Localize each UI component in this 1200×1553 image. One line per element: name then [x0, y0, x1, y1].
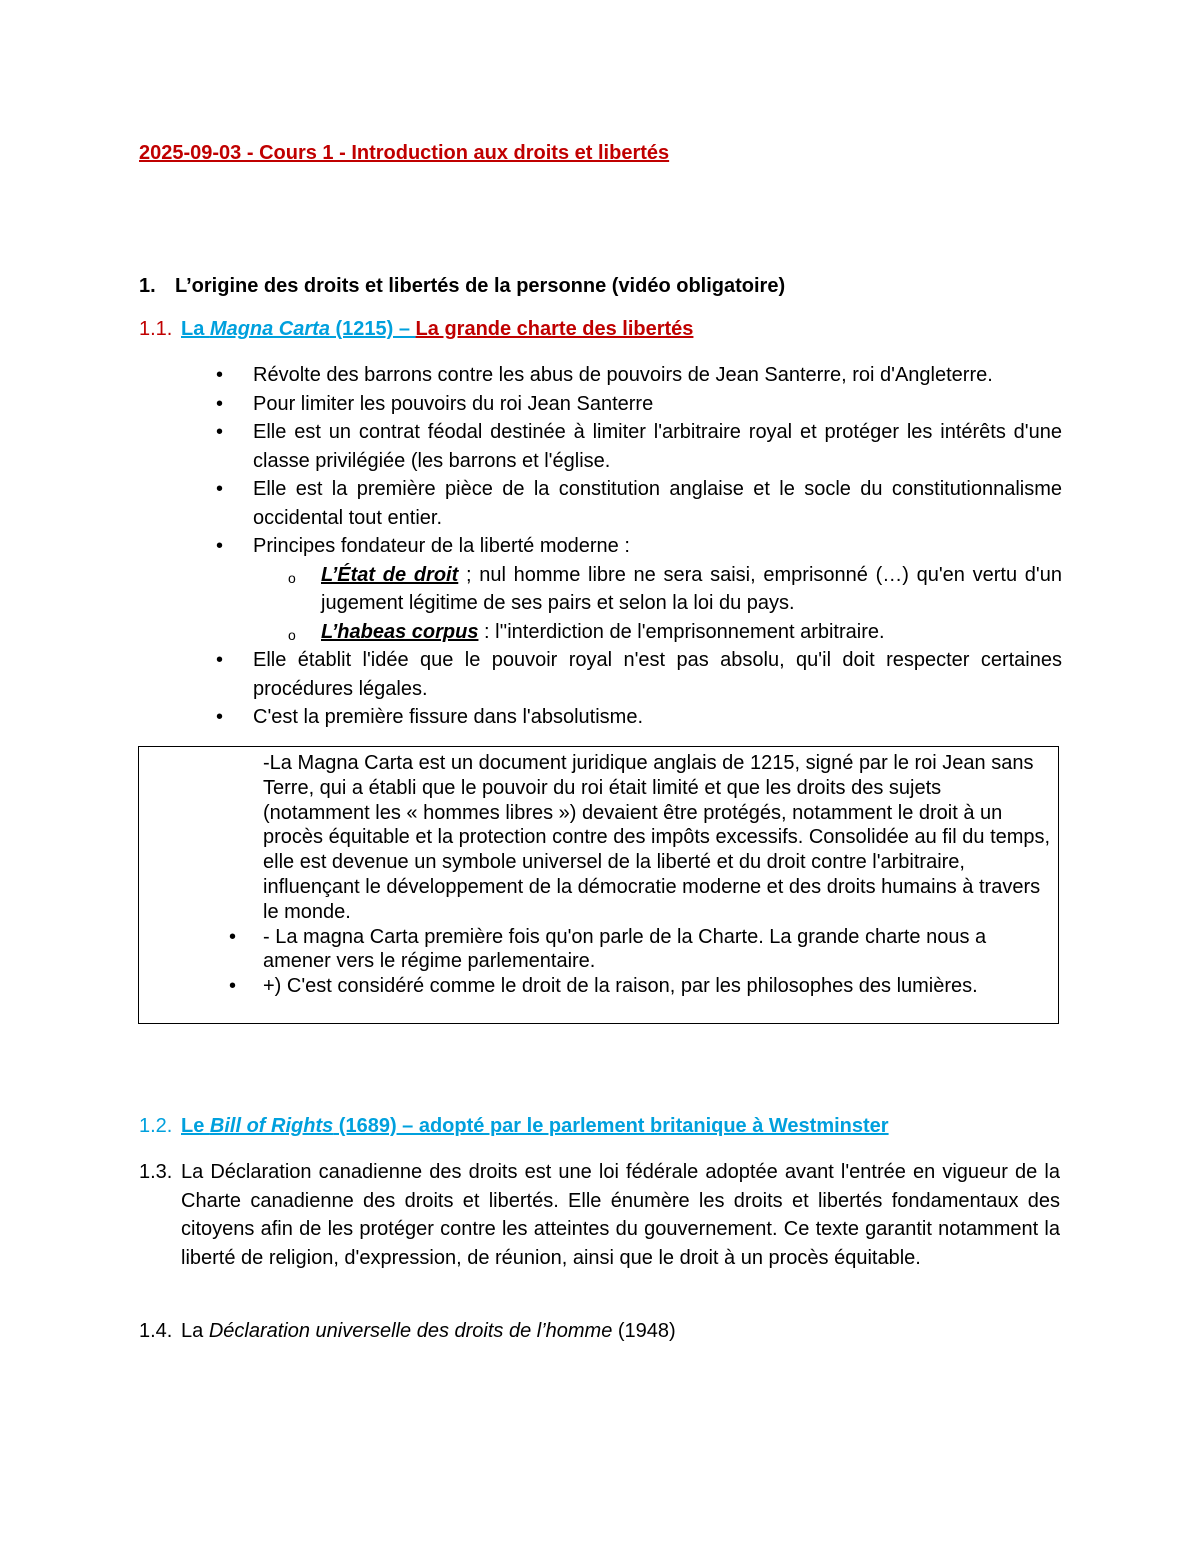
document-title: 2025-09-03 - Cours 1 - Introduction aux droits et libertés — [139, 142, 670, 164]
list-item: • Elle est la première pièce de la constitution anglaise et le socle du constitutionnalisme occidental tout entier. — [216, 475, 1062, 532]
notes-paragraph: -La Magna Carta est un document juridique anglais de 1215, signé par le roi Jean sans Terre, qui a établi que le pouvoir du roi était limité et que les droits des sujets (notamment les « hommes libres ») devaient être protégés, notamment le droit à un procès équitable et la protection contre des impôts excessifs. Consolidée au fil du temps, elle est devenue un symbole universel de la liberté et du droit contre l'arbitraire, influençant le développement de la démocratie moderne et des droits humains à travers le monde. — [263, 752, 1051, 923]
subsection-part: Le — [181, 1115, 210, 1137]
subsection-part: La — [181, 318, 210, 340]
subsection-1-1 — [139, 317, 693, 341]
subsection-number: 1.3. — [139, 1161, 173, 1183]
bullet-list — [216, 361, 1062, 732]
bullet-icon: • — [216, 706, 224, 728]
subsection-italic: Magna Carta — [209, 318, 330, 340]
term: L’habeas corpus — [321, 620, 479, 643]
sub-list-item: o L’habeas corpus : l''interdiction de l'emprisonnement arbitraire. — [284, 618, 1062, 647]
subsection-number: 1.2. — [139, 1115, 173, 1137]
section-number: 1. — [139, 275, 156, 297]
bullet-icon: • — [216, 478, 224, 500]
subsection-text: La Déclaration universelle des droits de l’homme (1948) — [181, 1320, 676, 1342]
list-item: • Elle établit l'idée que le pouvoir royal n'est pas absolu, qu'il doit respecter certaines procédures légales. — [216, 646, 1062, 703]
list-item: • Principes fondateur de la liberté moderne : — [216, 532, 1062, 561]
subsection-number: 1.4. — [139, 1320, 173, 1342]
subsection-number: 1.1. — [139, 318, 173, 340]
bullet-icon: • — [216, 364, 224, 386]
subsection-italic: Déclaration universelle des droits de l’homme — [208, 1320, 613, 1342]
section-heading-text: L’origine des droits et libertés de la personne (vidéo obligatoire) — [175, 275, 786, 297]
bullet-icon: • — [216, 421, 224, 443]
circle-bullet-icon: o — [288, 626, 296, 643]
subsection-part: (1689) – adopté par le parlement britanique à Westminster — [333, 1115, 889, 1137]
bullet-icon: • — [229, 925, 237, 948]
term: L’État de droit — [321, 563, 459, 586]
sub-list-item: o L’État de droit ; nul homme libre ne sera saisi, emprisonné (…) qu'en vertu d'un jugement légitime de ses pairs et selon la loi du pays. — [288, 563, 1062, 614]
notes-box — [138, 746, 1059, 1024]
subsection-part: (1215) – — [329, 318, 416, 340]
subsection-1-3 — [139, 1158, 1060, 1272]
list-item: • Elle est un contrat féodal destinée à limiter l'arbitraire royal et protéger les intérêts d'une classe privilégiée (les barrons et l'église. — [216, 418, 1062, 475]
notes-box-content — [229, 751, 1053, 999]
subsection-italic: Bill of Rights — [209, 1115, 334, 1137]
bullet-icon: • — [216, 649, 224, 671]
subsection-red-title: La grande charte des libertés — [415, 318, 694, 340]
circle-bullet-icon: o — [288, 569, 296, 586]
notes-list-item: • - La magna Carta première fois qu'on parle de la Charte. La grande charte nous a amener vers le régime parlementaire. — [229, 925, 987, 973]
bullet-icon: • — [216, 392, 224, 415]
subsection-text: La Déclaration canadienne des droits est une loi fédérale adoptée avant l'entrée en vigueur de la Charte canadienne des droits et libertés. Elle énumère les droits et libertés fondamentaux des citoyens afin de les protéger contre les atteintes du gouvernement. Ce texte garantit notamment la liberté de religion, d'expression, de réunion, ainsi que le droit à un procès équitable. — [181, 1161, 1060, 1269]
list-item: • Pour limiter les pouvoirs du roi Jean Santerre — [216, 390, 1062, 419]
bullet-icon: • — [216, 535, 224, 557]
bullet-icon: • — [229, 975, 237, 998]
section-heading-1 — [139, 274, 785, 298]
notes-list-item: • +) C'est considéré comme le droit de la raison, par les philosophes des lumières. — [229, 975, 978, 998]
list-item: • Révolte des barrons contre les abus de pouvoirs de Jean Santerre, roi d'Angleterre. — [216, 361, 1062, 390]
subsection-1-2 — [139, 1114, 889, 1138]
list-item: • C'est la première fissure dans l'absolutisme. — [216, 703, 1062, 732]
subsection-1-4 — [139, 1317, 1060, 1346]
